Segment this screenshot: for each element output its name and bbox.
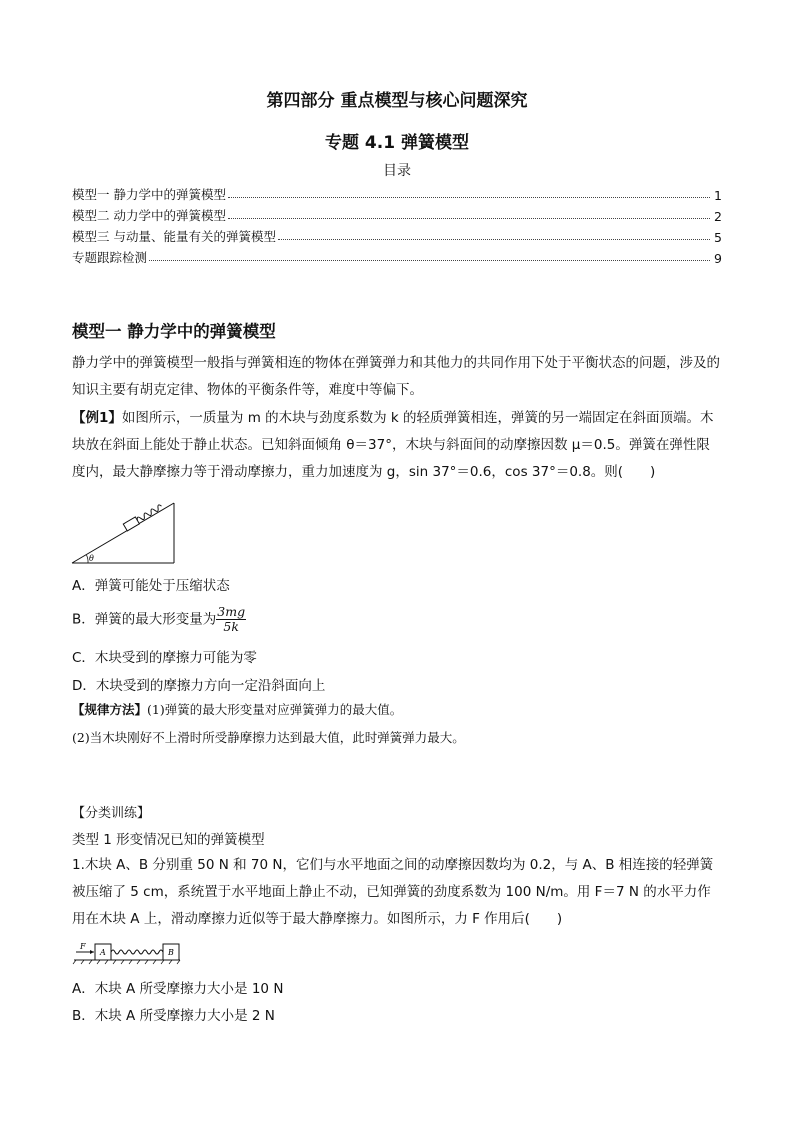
option-b-text: B．弹簧的最大形变量为: [72, 611, 217, 628]
block-a-label: A: [100, 948, 106, 957]
type-heading: 类型 1 形变情况已知的弹簧模型: [72, 832, 265, 848]
toc-entry-label: 模型三 与动量、能量有关的弹簧模型: [72, 229, 276, 244]
option-a[interactable]: A．弹簧可能处于压缩状态: [72, 578, 230, 594]
option-d[interactable]: D．木块受到的摩擦力方向一定沿斜面向上: [72, 678, 326, 694]
toc-leader-dots: [149, 260, 710, 261]
option-b[interactable]: [72, 605, 246, 634]
force-label: F: [80, 942, 86, 951]
practice-heading: 【分类训练】: [72, 806, 151, 821]
fraction: [216, 605, 246, 634]
table-of-contents: [72, 182, 722, 266]
example-1: [72, 405, 722, 486]
toc-heading: 目录: [383, 163, 411, 179]
example-label: 【例1】: [72, 410, 122, 426]
q1-option-a[interactable]: A．木块 A 所受摩擦力大小是 10 N: [72, 981, 284, 997]
method-line-1: [72, 700, 402, 718]
toc-entry-tracking-test[interactable]: [72, 245, 722, 266]
toc-leader-dots: [228, 197, 710, 198]
toc-entry-model-2[interactable]: [72, 203, 722, 224]
topic-title: 专题 4.1 弹簧模型: [325, 133, 469, 153]
theta-label: θ: [89, 554, 94, 563]
q1-option-b[interactable]: B．木块 A 所受摩擦力大小是 2 N: [72, 1008, 275, 1024]
method-label: 【规律方法】: [72, 702, 148, 717]
incline-figure: [70, 495, 180, 567]
question-1: 1.木块 A、B 分别重 50 N 和 70 N，它们与水平地面之间的动摩擦因数均为 0.2，与 A、B 相连接的轻弹簧被压缩了 5 cm，系统置于水平地面上静止不动，已知弹簧的劲度系数为 100 N/m。用 F＝7 N 的水平力作用在木块 A 上，滑动摩擦力近似等于最大静摩擦力。如图所示，力 F 作用后( ): [72, 857, 714, 927]
section-intro: 静力学中的弹簧模型一般指与弹簧相连的物体在弹簧弹力和其他力的共同作用下处于平衡状态的问题，涉及的知识主要有胡克定律、物体的平衡条件等，难度中等偏下。: [72, 355, 720, 398]
spring-shape: [136, 504, 163, 523]
toc-leader-dots: [228, 218, 710, 219]
option-c[interactable]: C．木块受到的摩擦力可能为零: [72, 650, 257, 666]
spring-shape: [111, 950, 163, 954]
block-b-label: B: [168, 948, 174, 957]
toc-entry-page: 2: [714, 209, 722, 224]
blocks-spring-figure: [72, 938, 184, 966]
toc-entry-label: 模型二 动力学中的弹簧模型: [72, 208, 226, 223]
toc-entry-page: 9: [714, 251, 722, 266]
part-title: 第四部分 重点模型与核心问题深究: [266, 91, 528, 111]
section-heading: 模型一 静力学中的弹簧模型: [72, 322, 276, 341]
example-text: 如图所示，一质量为 m 的木块与劲度系数为 k 的轻质弹簧相连，弹簧的另一端固定在斜面顶端。木块放在斜面上能处于静止状态。已知斜面倾角 θ＝37°，木块与斜面间的动摩擦因数 μ＝0.5。弹簧在弹性限度内，最大静摩擦力等于滑动摩擦力，重力加速度为 g，sin 37°＝0.6，cos 37°＝0.8。则( ): [72, 410, 714, 480]
toc-entry-label: 模型一 静力学中的弹簧模型: [72, 187, 226, 202]
toc-entry-page: 1: [714, 188, 722, 203]
fraction-numerator: 3mg: [217, 604, 246, 619]
toc-entry-model-3[interactable]: [72, 224, 722, 245]
toc-leader-dots: [278, 239, 710, 240]
toc-entry-page: 5: [714, 230, 722, 245]
fraction-denominator: 5k: [223, 619, 239, 634]
toc-entry-model-1[interactable]: [72, 182, 722, 203]
toc-entry-label: 专题跟踪检测: [72, 250, 148, 265]
method-text: (1)弹簧的最大形变量对应弹簧弹力的最大值。: [147, 702, 403, 717]
method-line-2: (2)当木块刚好不上滑时所受静摩擦力达到最大值，此时弹簧弹力最大。: [72, 730, 465, 745]
